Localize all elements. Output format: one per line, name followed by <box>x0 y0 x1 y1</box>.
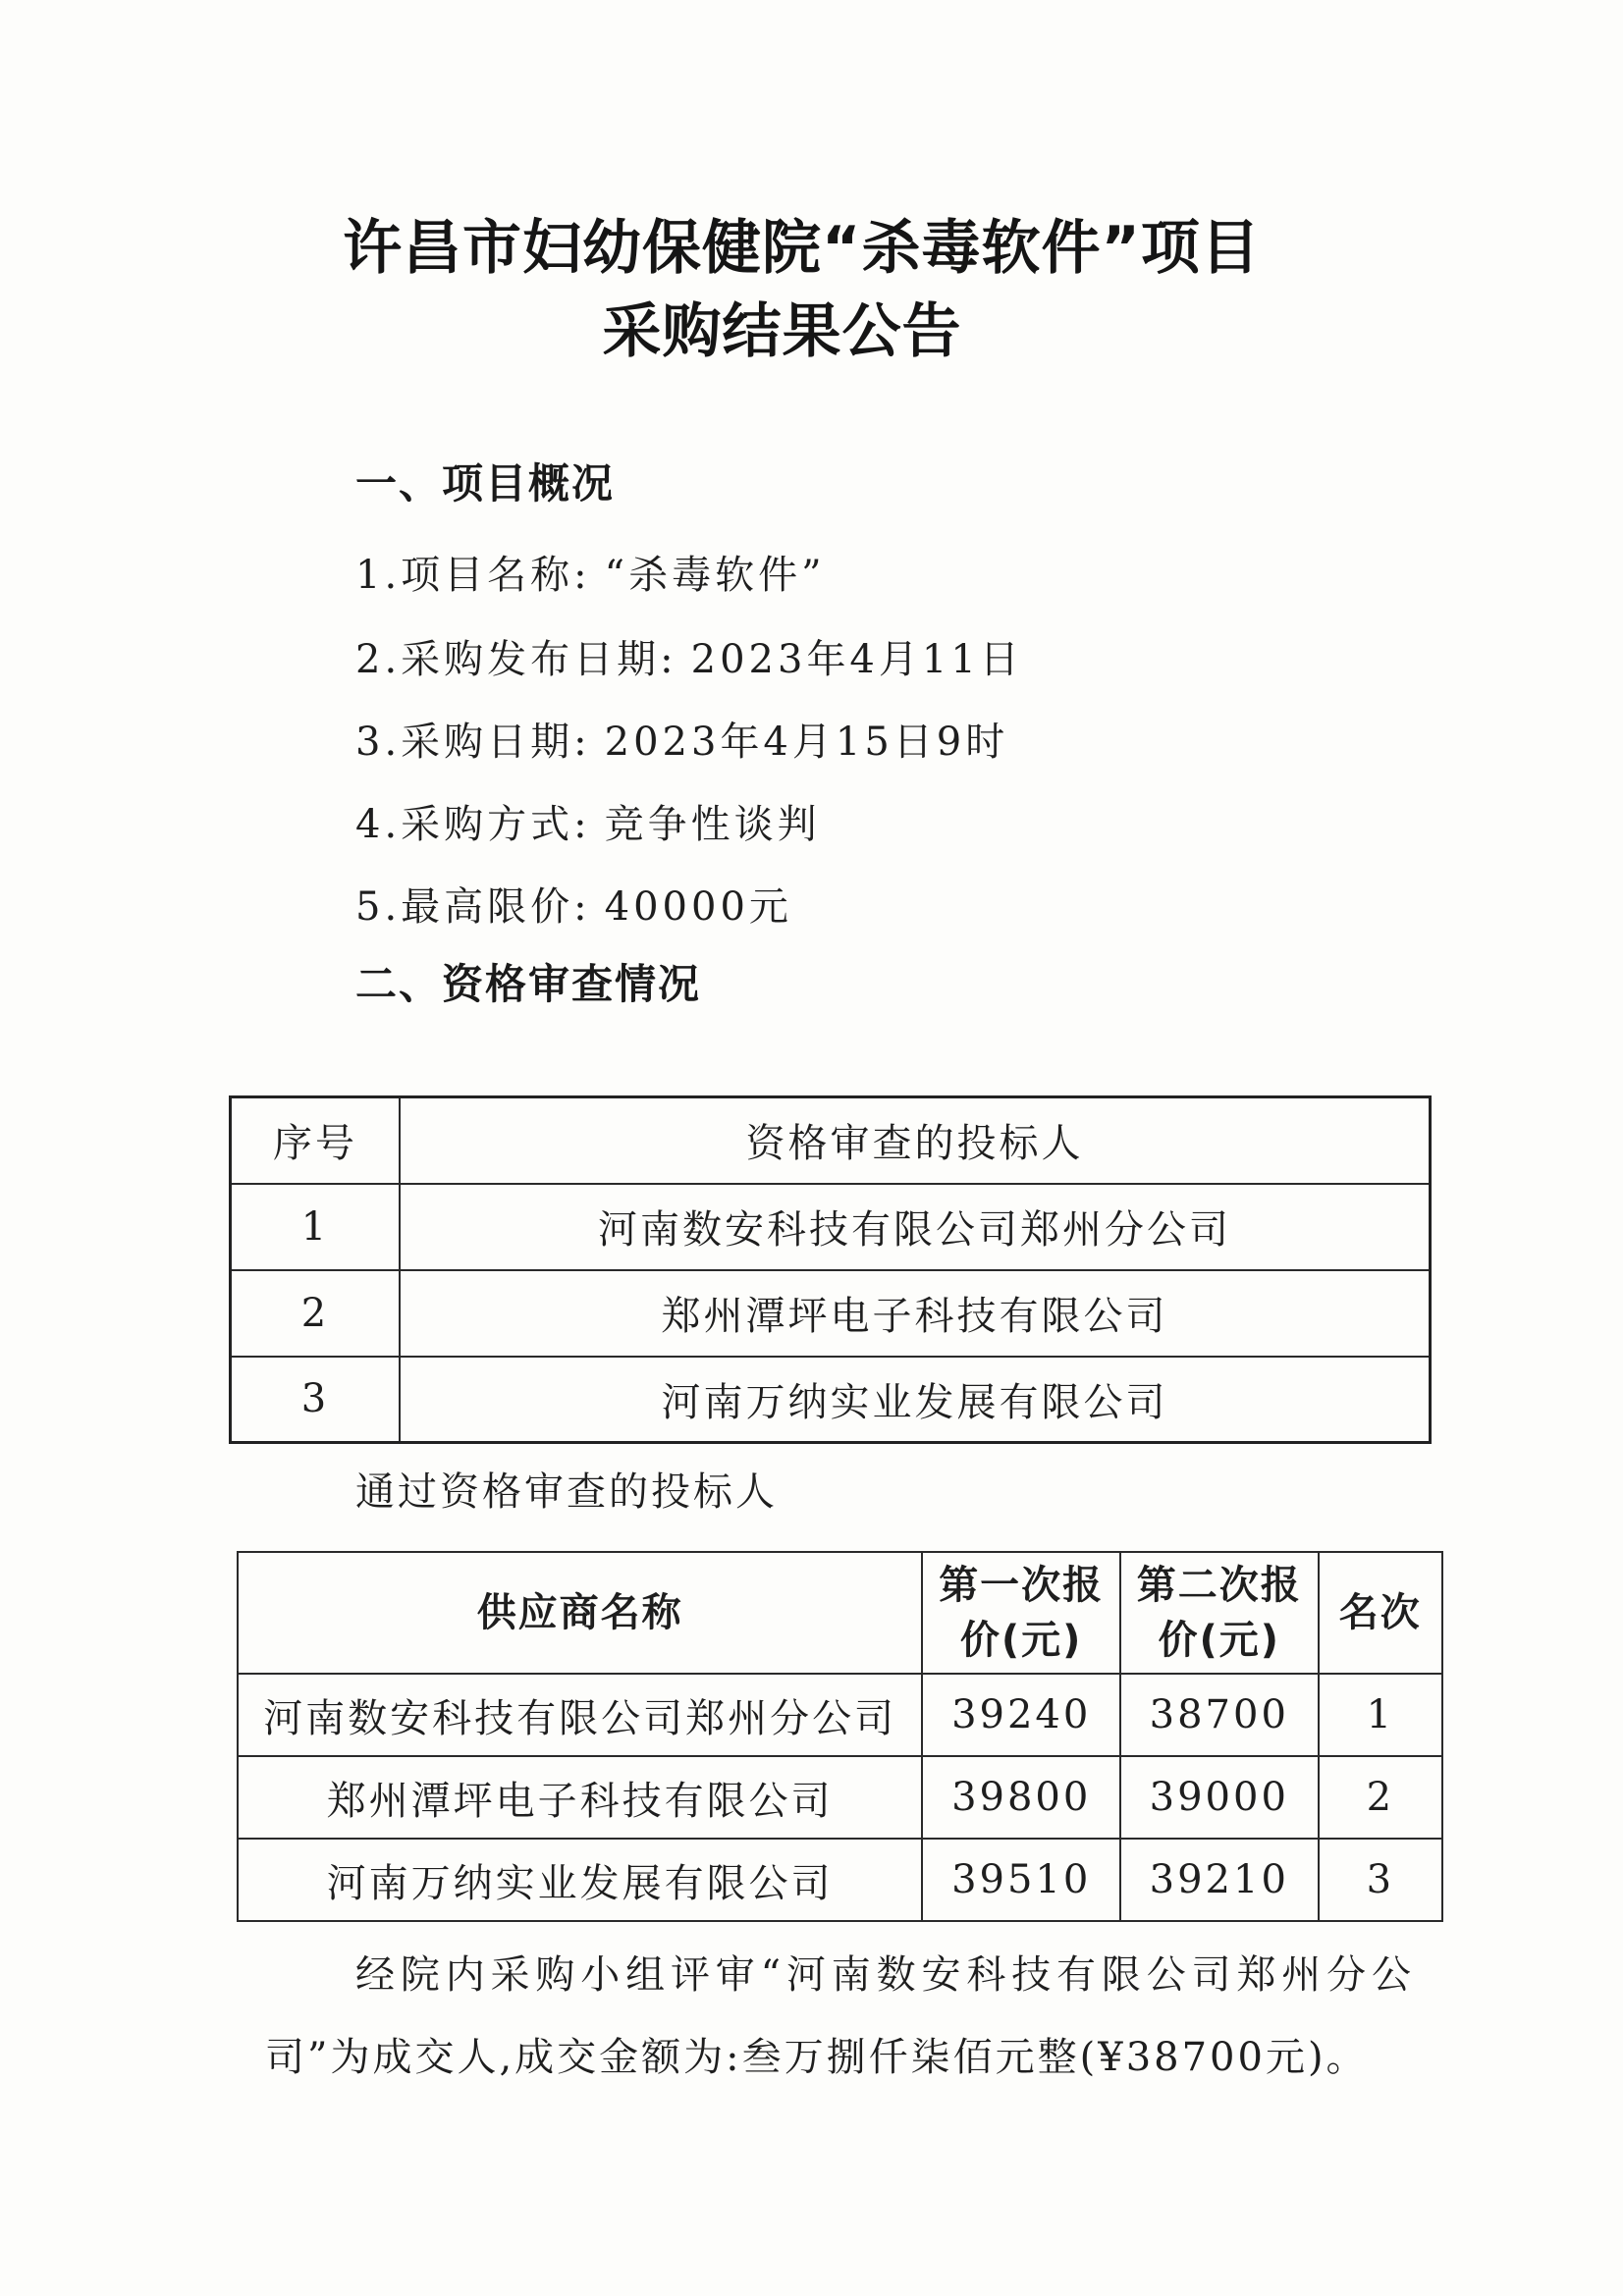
second-bid-price: 38700 <box>1120 1674 1319 1756</box>
publish-date-line <box>355 628 1023 684</box>
bidder-name: 河南万纳实业发展有限公司 <box>400 1357 1431 1443</box>
column-header-index: 序号 <box>231 1097 401 1184</box>
table-row <box>231 1357 1431 1443</box>
table-header-row <box>231 1097 1431 1184</box>
row-index: 3 <box>231 1357 401 1443</box>
project-name-value: “杀毒软件” <box>604 553 826 598</box>
first-bid-price: 39800 <box>922 1756 1120 1839</box>
first-bid-price: 39240 <box>922 1674 1120 1756</box>
publish-date-label: 2.采购发布日期: <box>355 637 677 682</box>
award-conclusion: 经院内采购小组评审“河南数安科技有限公司郑州分公司”为成交人,成交金额为:叁万捌仟柒佰元整(¥38700元)。 <box>265 1952 1414 2080</box>
first-bid-header-line2: 价(元) <box>959 1618 1083 1663</box>
column-header-second-bid <box>1120 1552 1319 1674</box>
column-header-rank: 名次 <box>1319 1552 1442 1674</box>
procurement-method-value: 竞争性谈判 <box>604 802 821 847</box>
supplier-name: 河南数安科技有限公司郑州分公司 <box>238 1674 922 1756</box>
second-bid-header-line1: 第二次报 <box>1136 1563 1302 1608</box>
table-row <box>231 1270 1431 1357</box>
procurement-date-value: 2023年4月15日9时 <box>604 720 1009 765</box>
project-name-line <box>355 544 826 600</box>
bidder-name: 河南数安科技有限公司郑州分公司 <box>400 1184 1431 1270</box>
bidder-name: 郑州潭坪电子科技有限公司 <box>400 1270 1431 1357</box>
row-index: 2 <box>231 1270 401 1357</box>
passed-bidders-label: 通过资格审查的投标人 <box>355 1469 778 1515</box>
column-header-bidder: 资格审查的投标人 <box>400 1097 1431 1184</box>
publish-date-value: 2023年4月11日 <box>690 637 1023 682</box>
procurement-date-line <box>355 711 1008 767</box>
table-row <box>238 1674 1442 1756</box>
supplier-name: 河南万纳实业发展有限公司 <box>238 1839 922 1921</box>
document-title-line2: 采购结果公告 <box>602 297 962 366</box>
first-bid-header-line1: 第一次报 <box>939 1563 1105 1608</box>
column-header-first-bid <box>922 1552 1120 1674</box>
section2-heading: 二、资格审查情况 <box>355 960 702 1008</box>
bid-results-table <box>237 1551 1443 1922</box>
max-price-value: 40000元 <box>604 884 792 930</box>
section1-heading: 一、项目概况 <box>355 459 616 507</box>
table-row <box>238 1839 1442 1921</box>
table-header-row <box>238 1552 1442 1674</box>
rank: 2 <box>1319 1756 1442 1839</box>
rank: 1 <box>1319 1674 1442 1756</box>
column-header-supplier: 供应商名称 <box>238 1552 922 1674</box>
row-index: 1 <box>231 1184 401 1270</box>
table-row <box>238 1756 1442 1839</box>
first-bid-price: 39510 <box>922 1839 1120 1921</box>
procurement-date-label: 3.采购日期: <box>355 720 591 765</box>
supplier-name: 郑州潭坪电子科技有限公司 <box>238 1756 922 1839</box>
procurement-method-label: 4.采购方式: <box>355 802 591 847</box>
procurement-method-line <box>355 793 821 849</box>
qualification-table <box>229 1095 1432 1444</box>
max-price-line <box>355 876 792 932</box>
table-row <box>231 1184 1431 1270</box>
second-bid-price: 39000 <box>1120 1756 1319 1839</box>
second-bid-header-line2: 价(元) <box>1158 1618 1281 1663</box>
project-name-label: 1.项目名称: <box>355 553 591 598</box>
document-title-line1: 许昌市妇幼保健院“杀毒软件”项目 <box>343 214 1261 283</box>
rank: 3 <box>1319 1839 1442 1921</box>
second-bid-price: 39210 <box>1120 1839 1319 1921</box>
max-price-label: 5.最高限价: <box>355 884 591 930</box>
